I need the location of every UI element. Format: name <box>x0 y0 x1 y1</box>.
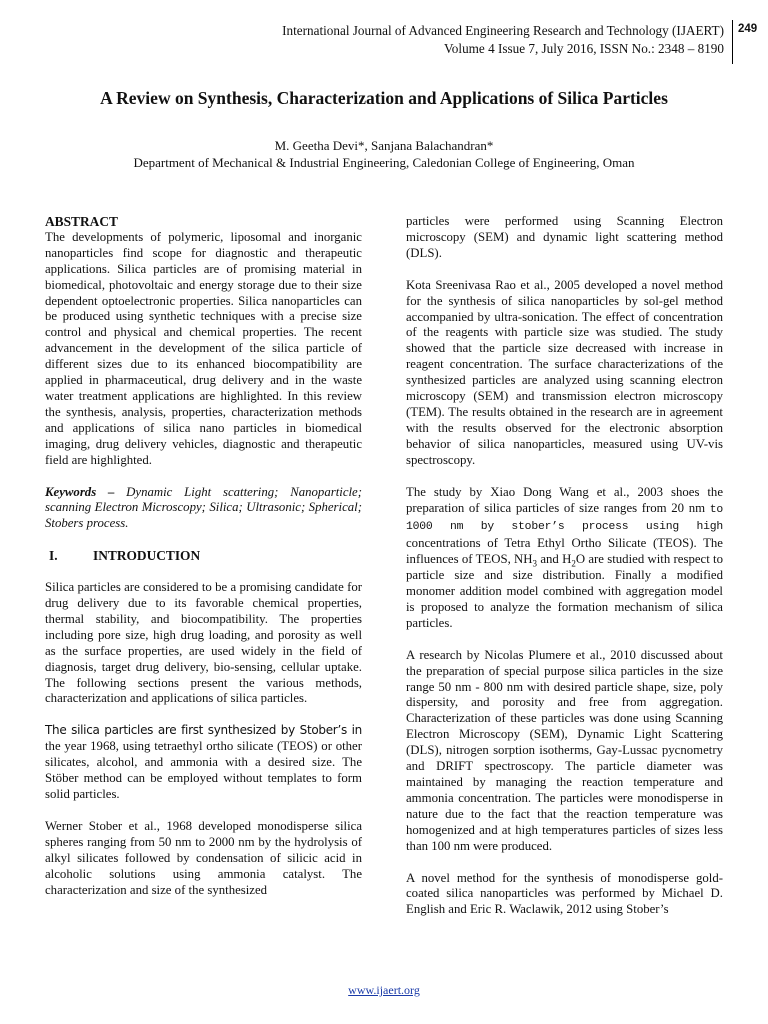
section-heading-introduction <box>45 548 362 564</box>
journal-website-link[interactable]: www.ijaert.org <box>348 983 420 997</box>
keywords-text: Dynamic Light scattering; Nanoparticle; scanning Electron Microscopy; Silica; Ultrasonic; Spherical; Stobers process. <box>45 484 362 531</box>
section-title: INTRODUCTION <box>93 548 201 564</box>
right-paragraph-4: A research by Nicolas Plumere et al., 2010 discussed about the preparation of special purpose silica particles in the size range 50 nm - 800 nm with desired particle shape, size, poly dispersity, and porosity and free from aggregation. Characterization of these particles was done using Scanning Electron Microscopy (SEM), Dynamic Light Scattering (DLS), nitrogen sorption isotherms, Gay-Lussac pycnometry and DRIFT spectroscopy. The particle diameter was maintained by managing the reaction temperature and ammonia concentration. The particles were monodisperse in nature due to the fact that the reaction temperature was homogenized and at high temperatures particles of sizes less than 100 nm were produced. <box>406 647 723 853</box>
right-paragraph-1: particles were performed using Scanning Electron microscopy (SEM) and dynamic light scattering method (DLS). <box>406 214 723 260</box>
affiliation: Department of Mechanical & Industrial Engineering, Caledonian College of Engineering, Oman <box>133 155 635 170</box>
right-paragraph-5: A novel method for the synthesis of monodisperse gold-coated silica nanoparticles was performed by Michael D. English and Eric R. Waclawik, 2012 using Stober’s <box>406 870 723 917</box>
p3-sub-3: 3 <box>532 558 538 569</box>
abstract-heading: ABSTRACT <box>45 214 118 229</box>
journal-header <box>104 22 724 58</box>
p3-part-c: and H <box>537 552 572 567</box>
intro-paragraph-2 <box>45 723 362 803</box>
left-column <box>45 214 362 914</box>
p3-part-d: O are studied with respect to particle size and size distribution. Finally a modified monomer addition model combined with aggregation model is proposed to analyze the formation mechanism of silica particles. <box>406 552 723 630</box>
journal-volume: Volume 4 Issue 7, July 2016, ISSN No.: 2348 – 8190 <box>443 41 724 56</box>
right-column <box>406 214 723 934</box>
authors: M. Geetha Devi*, Sanjana Balachandran* <box>274 138 494 153</box>
p3-part-b: concentrations of Tetra Ethyl Ortho Silicate (TEOS). The influences of TEOS, NH <box>406 536 723 567</box>
p3-sub-2: 2 <box>571 558 576 569</box>
author-block <box>0 137 768 171</box>
section-number: I. <box>49 548 58 564</box>
header-divider <box>732 20 733 64</box>
keywords <box>45 485 362 533</box>
p3-part-a: The study by Xiao Dong Wang et al., 2003 shoes the preparation of silica particles of size ranges from 20 nm <box>406 484 723 515</box>
keywords-label: Keywords – <box>45 484 115 499</box>
intro-paragraph-2-rest: the year 1968, using tetraethyl ortho silicate (TEOS) or other silicates, alcohol, and ammonia with a desired size. The Stöber method can be employed without templates to form solid particles. <box>45 739 362 801</box>
intro-paragraph-2-first-line: The silica particles are first synthesized by Stober’s in <box>45 723 362 738</box>
paper-title: A Review on Synthesis, Characterization and Applications of Silica Particles <box>100 88 668 108</box>
abstract-text: The developments of polymeric, liposomal and inorganic nanoparticles find scope for diagnostic and therapeutic applications. Silica particles are of promising material in biomedical, photovoltaic and energy storage due to their size dependent optoelectronic properties. Silica nanoparticles can be produced using synthetic techniques with a precise size control and physical and chemical properties. The recent advancement in the development of the silica particle of different sizes due to its enhanced biocompatibility are applied in pharmaceutical, drug delivery and in the waste water treatment applications are highlighted. In this review the synthesis, analysis, properties, characterization methods and applications of silica nano particles in biomedical imaging, drug delivery vehicles, diagnostic and therapeutic field are highlighted. <box>45 229 362 467</box>
right-paragraph-3 <box>406 485 723 632</box>
journal-name: International Journal of Advanced Engineering Research and Technology (IJAERT) <box>282 23 724 38</box>
intro-paragraph-1: Silica particles are considered to be a promising candidate for drug delivery due to its favorable chemical properties, thermal stability, and biocompatibility. The properties including pore size, high drug loading, and porosity as well as the surface properties, are used widely in the field of diagnosis, target drug delivery, bio-sensing, cellular uptake. The following sections present the various methods, characterization and applications of silica particles. <box>45 580 362 706</box>
right-paragraph-2: Kota Sreenivasa Rao et al., 2005 developed a novel method for the synthesis of silica nanoparticles by sol-gel method accompanied by ultra-sonication. The effect of concentration of the reagents with particle size was studied. The study showed that the particle size decreased with increase in reagent concentration. The surface characterizations of the synthesized particles are analyzed using scanning electron microscopy (SEM) and transmission electron microscopy (TEM). The results obtained in the research are in agreement with the results observed for the electronic absorption behavior of silica nanoparticles, measured using UV-vis spectroscopy. <box>406 277 723 467</box>
intro-paragraph-3: Werner Stober et al., 1968 developed monodisperse silica spheres ranging from 50 nm to 2000 nm by the hydrolysis of alkyl silicates followed by condensation of silicic acid in alcoholic solutions using ammonia catalyst. The characterization and size of the synthesized <box>45 818 362 897</box>
page-number: 249 <box>738 23 758 35</box>
p3-mono-line: to 1000 nm by stober’s process using high <box>406 503 723 534</box>
